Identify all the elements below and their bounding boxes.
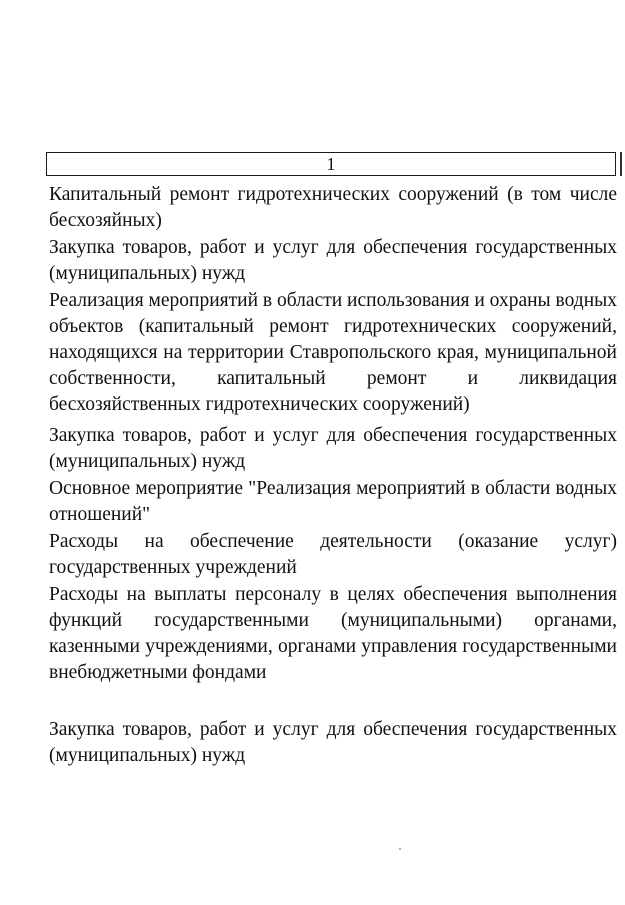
table-row: Расходы на выплаты персоналу в целях обеспечения выполнения функций государственными (муниципальными) органами, казенными учреждениями, органами управления государственными внебюджетными фондами [49, 584, 617, 683]
table-row: Закупка товаров, работ и услуг для обеспечения государственных (муниципальных) нужд [49, 719, 617, 766]
table-row: Закупка товаров, работ и услуг для обеспечения государственных (муниципальных) нужд [49, 425, 617, 472]
table-row: Капитальный ремонт гидротехнических сооружений (в том числе бесхозяйных) [49, 184, 617, 231]
table-row: Расходы на обеспечение деятельности (оказание услуг) государственных учреждений [49, 531, 617, 578]
table-body [49, 182, 617, 769]
table-row: Реализация мероприятий в области использования и охраны водных объектов (капитальный ремонт гидротехнических сооружений, находящихся на территории Ставропольского края, муниципальной собственности, капитальный ремонт и ликвидация бесхозяйственных гидротехнических сооружений) [49, 290, 617, 415]
scan-speck [399, 848, 401, 850]
column-number-header: 1 [46, 152, 616, 176]
table-row: Закупка товаров, работ и услуг для обеспечения государственных (муниципальных) нужд [49, 237, 617, 284]
table-border-fragment [620, 152, 622, 176]
table-row: Основное мероприятие "Реализация мероприятий в области водных отношений" [49, 478, 617, 525]
